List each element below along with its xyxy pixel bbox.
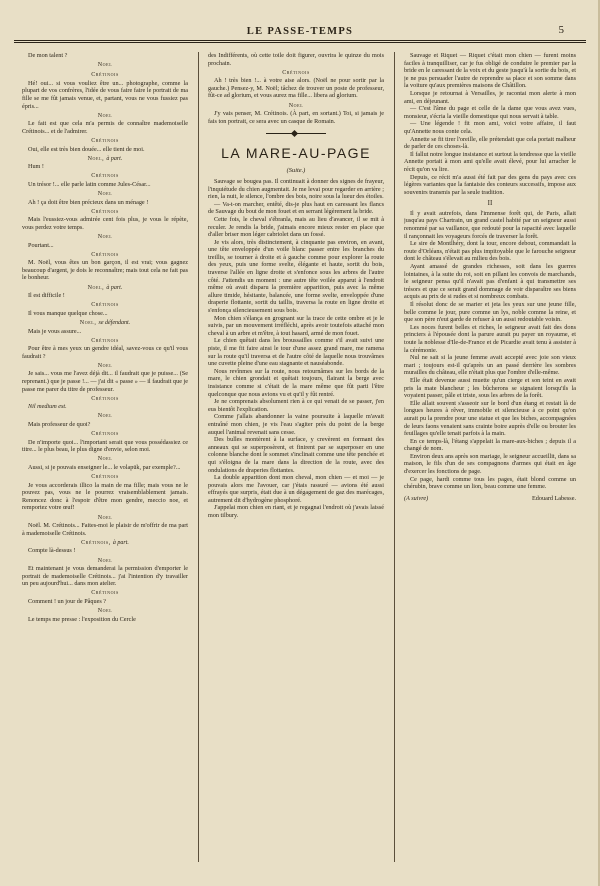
dialogue-line: Le fait est que cela m'a permis de connaître mademoiselle Crétinois... et de l'admirer. <box>22 120 188 135</box>
speaker-label: Noel <box>97 557 113 564</box>
speaker-name <box>208 70 384 78</box>
speaker-name <box>22 138 188 146</box>
speaker-label: Noel <box>97 413 113 420</box>
dialogue-line: De n'importe quoi... l'important serait que vous possédassiez ce titre... le plus beau, le plus digne d'envie, selon moi. <box>22 438 188 454</box>
to-be-continued: (A suivre) <box>404 494 429 502</box>
article-paragraph: — Va-t-on marcher, entêté, dis-je plus haut en caressant les flancs de Sauvage du bout de mon fouet et en serrant légèrement la bride. <box>208 200 384 216</box>
dialogue-line: J'y vais penser, M. Crétinois. (À part, en sortant.) Toi, si jamais je fais ton portrait, ce sera avec un casque de Romain. <box>208 110 384 125</box>
article-paragraph: Il résolut donc de se marier et jeta les yeux sur une jeune fille, belle comme le jour, pure comme un lys, noble comme la reine, et que son père n'eut garde de refuser à un aussi redoutable voisin. <box>404 301 576 324</box>
dialogue-line: Pour être à mes yeux un gendre idéal, savez-vous ce qu'il vous faudrait ? <box>22 345 188 360</box>
speaker-name <box>22 191 188 199</box>
section-separator <box>266 133 326 137</box>
speaker-label: Noel <box>97 62 113 69</box>
dialogue-line: des Indifférents, où cette toile doit figurer, ouvrira le quinze du mois prochain. <box>208 52 384 67</box>
speaker-name <box>22 173 188 181</box>
speaker-name <box>22 62 188 70</box>
dialogue-line: M. Noël, vous êtes un bon garçon, il est vrai; vous gagnez beaucoup d'argent, je dois le reconnaître; mais tout cela ne fait pas le bonheur. <box>22 259 188 282</box>
speaker-name <box>22 113 188 121</box>
dialogue-continuation <box>208 52 384 125</box>
speaker-label: Crétinois <box>81 539 109 546</box>
speaker-name <box>22 363 188 371</box>
dialogue-line: Ah ! ça doit être bien précieux dans un ménage ! <box>28 198 149 206</box>
article-paragraph: Cette fois, le cheval s'ébranla, mais au lieu d'avancer, il se mit à reculer. Je rendis la bride, j'aimais encore mieux rester en place que d'aller briser mon léger cabriolet dans un fossé. <box>208 215 384 239</box>
speaker-label: Crétinois <box>91 72 119 79</box>
column-1-dialogue <box>22 52 188 862</box>
dialogue-line: Mais je vous assure... <box>28 327 82 335</box>
article-paragraph: Je ne comprenais absolument rien à ce qui venait de se passer, j'en eus bientôt l'explication. <box>208 398 384 413</box>
dialogue-line: Ah ! très bien !... à votre aise alors. (Noël ne pour sortir par la gauche.) Pensez-y, M. Noël; tâchez de trouver un poste de professeur, fût-ce ad glorium, et vous aurez ma fille... libera ad glorium. <box>208 77 384 100</box>
speaker-name <box>22 252 188 260</box>
article-paragraph: Il fallut notre longue insistance et surtout la tendresse que la vieille Annette portait à mon ami qu'elle avait élevé, pour lui arracher le récit qu'on va lire. <box>404 150 576 173</box>
dialogue-line: Aussi, si je pouvais enseigner le... le volapük, par exemple?... <box>28 464 181 471</box>
speaker-name <box>22 302 188 310</box>
article-subtitle: (Suite.) <box>286 167 306 175</box>
article-paragraph: Les noces furent belles et riches, le seigneur avait fait des dons princiers à l'épousée dont la parure aurait pu payer un royaume, et toute la noblesse d'Ile-de-France et de Picardie avait tenu à assister à la cérémonie. <box>404 323 576 354</box>
article-paragraph: Le sire de Montlhéry, dont la tour, encore debout, commandait la route d'Orléans, n'était pas plus impitoyable que le farouche seigneur dont le château s'élevait au milieu des bois. <box>404 240 576 263</box>
speaker-label: Noel <box>288 102 304 109</box>
masthead <box>14 24 586 46</box>
dialogue-line: Oui, elle est très bien douée... elle tient de moi. <box>28 145 145 153</box>
dialogue-line: Nil medium est. <box>28 403 67 411</box>
dialogue-line: Mais l'eussiez-vous admirée cent fois plus, je vous le répète, vous perdez votre temps. <box>22 216 188 231</box>
column-2 <box>208 52 384 862</box>
speaker-label: Noel <box>97 362 113 369</box>
article-signature <box>404 495 576 503</box>
article-paragraph: Sauvage se bougea pas. Il continuait à donner des signes de frayeur, l'inquiétude du chien augmentait. Je me levai pour regarder en arrière ; rien, la nuit, le silence, l'ombre des bois, noire sous la lueur des étoiles. <box>208 177 384 201</box>
speaker-name <box>22 209 188 217</box>
speaker-name: Noel, à part. <box>87 155 123 162</box>
speaker-label: Crétinois <box>91 251 119 258</box>
speaker-name <box>22 474 188 482</box>
dialogue-line: Compte là-dessus ! <box>28 547 76 555</box>
speaker-label: Noel <box>97 608 113 615</box>
column-divider <box>198 52 199 862</box>
article-paragraph: Ayant amassé de grandes richesses, soit dans les guerres lointaines, à la suite du roi, soit en pillant les convois de marchands, le seigneur pensa qu'il n'avait pas d'enfant à qui transmettre ses trésors et que ce serait grand dommage de voir disparaître ses biens acquis au prix de si rudes et si nombreux combats. <box>404 263 576 301</box>
dialogue-line: Le temps me presse : l'exposition du Cercle <box>28 615 136 623</box>
dialogue-line: Je sais... vous me l'avez déjà dit... il faudrait que je puisse... (Se reprenant.) que je passe !... — j'ai dit « passe » — il faudrait que je passe me parer du titre de professeur. <box>22 370 188 393</box>
article-paragraph: Lorsque je retournai à Versailles, je racontai mon alerte à mon ami, en déjeunant. <box>404 89 576 105</box>
dialogue-line: De mon talent ? <box>28 52 68 59</box>
chapter-number: II <box>487 199 493 208</box>
speaker-label: Noel <box>97 456 113 463</box>
stage-direction: se défendant. <box>98 319 131 326</box>
dialogue-line: Un trésor !... elle parle latin comme Jules-César... <box>28 180 151 188</box>
article-paragraph: Elle était devenue aussi muette qu'un cierge et son teint en avait pris la mate blancheur ; les bûcherons se signaient lorsqu'ils la voyaient passer, pâle et triste, sous les arbres de la forêt. <box>404 376 576 400</box>
speaker-name <box>22 456 188 464</box>
speaker-name: Noel, à part. <box>87 284 123 291</box>
speaker-name <box>22 558 188 566</box>
article-paragraph: La double apparition dont mon cheval, mon chien — et moi — je pouvais alors me l'avouer, car j'étais rassuré — avions été aussi effrayés que surpris, était due à un dégagement de gaz des marécages, autrement dit d'hydrogène phosphoré. <box>208 474 384 504</box>
speaker-name <box>22 590 188 598</box>
article-paragraph: Comme j'allais abandonner la vaine poursuite à laquelle m'avait entraîné mon chien, je vis l'eau s'agiter près du point de la berge auquel l'animal revenait sans cesse. <box>208 413 384 436</box>
article-body-col3-part2 <box>404 210 576 491</box>
speaker-label: Noel <box>97 112 113 119</box>
article-paragraph: Il y avait autrefois, dans l'immense forêt qui, de Paris, allait jusqu'au pays Chartrain, un grand castel habité par un seigneur aussi renommé par sa vaillance, que redouté pour la rapacité avec laquelle il rançonnait les voyageurs forcés de traverser la forêt. <box>404 209 576 240</box>
dialogue-line: Il vous manque quelque chose... <box>28 309 108 317</box>
dialogue-line: Hé! oui... si vous vouliez être un... photographe, comme la plupart de vos confrères, l'idée de vous faire faire le portrait de ma fille se me fût jamais venue, et, partant, vous ne vous fussiez pas épris... <box>22 79 188 110</box>
stage-direction: à part. <box>106 284 123 291</box>
stage-direction: à part. <box>112 539 129 546</box>
dialogue-line: Noël. M. Crétinois... Faites-moi le plaisir de m'offrir de ma part à mademoiselle Crétinois. <box>22 522 188 537</box>
speaker-name <box>22 413 188 421</box>
speaker-label: Noel <box>79 319 95 326</box>
speaker-name <box>22 338 188 346</box>
article-paragraph: Le chien quêtait dans les broussailles comme s'il avait suivi une piste, il me fit faire ainsi le tour d'une assez grand mare, me ramena sur la route qu'il traversa et de l'autre côté de laquelle nous trouvâmes une cuvette pleine d'une eau stagnante et nauséabonde. <box>208 337 384 368</box>
speaker-label: Crétinois <box>91 590 119 597</box>
page-number: 5 <box>558 24 564 36</box>
article-paragraph: Elle allait souvent s'asseoir sur le bord d'un étang et restait là de longues heures à rêver, immobile et silencieuse à ce point qu'on aurait pu la prendre pour une statue et que les biches, accompagnées de leurs faons venaient sans crainte boire auprès d'elle ou brouter les feuillages qu'elle tenait parfois à la main. <box>404 399 576 438</box>
dialogue-line: Pourtant... <box>28 241 54 249</box>
speaker-label: Noel <box>97 514 113 521</box>
speaker-name <box>22 608 188 616</box>
article-paragraph: — C'est l'âme du page et celle de la dame que vous avez vues, monsieur, s'écria la vieille domestique qui nous servait à table. <box>404 105 576 120</box>
speaker-label: Crétinois <box>91 395 119 402</box>
speaker-label: Noel <box>87 155 103 162</box>
dialogue-line: Il est difficile ! <box>28 292 65 300</box>
dialogue-line: Et maintenant je vous demanderai la permission d'emporter le portrait de mademoiselle Crétinois... j'ai l'intention d'y travailler un peu aujourd'hui... dans mon atelier. <box>22 565 188 588</box>
article-paragraph: En ce temps-là, l'étang s'appelait la mare-aux-biches ; depuis il a changé de nom. <box>404 437 576 453</box>
article-body-col2 <box>208 178 384 520</box>
speaker-name: Noel, se défendant. <box>79 319 131 326</box>
dialogue-line: Mais professeur de quoi? <box>28 421 91 429</box>
speaker-name <box>22 431 188 439</box>
article-paragraph: Je vis alors, très distinctement, à cinquante pas environ, en avant, une tête enveloppée d'un voile blanc passer entre les branches du treillis, se tourner à droite et à gauche comme pour explorer la route des yeux, puis une forme svelte, élégante et haute, sortit du bois, traverse l'allée en ligne droite et s'enfonce sous les arbres de l'autre côté. J'attendis un moment : une autre tête voilée apparut à l'endroit même où avait disparu la première apparition, puis avec la même allure timide, hésitante, balancée, une forme svelte, enveloppée d'une draperie flottante, sortit du taillis, traversa la route en ligne droite et s'enfonça silencieusement sous bois. <box>208 238 384 315</box>
article-paragraph: Ce page, hardi comme tous les pages, était blond comme un chérubin, brave comme un lion, beau comme une femme. <box>404 475 576 491</box>
article-paragraph: — Une légende ! fit mon ami, voici votre affaire, il faut qu'Annette nous conte cela. <box>404 120 576 135</box>
speaker-name <box>22 234 188 242</box>
article-paragraph: Annette se fit tirer l'oreille, elle prétendait que cela portait malheur de parler de ces choses-là. <box>404 135 576 151</box>
speaker-name <box>22 72 188 80</box>
author-name: Edouard Labesse. <box>532 494 576 502</box>
speaker-label: Crétinois <box>282 69 310 76</box>
dialogue-line: Comment ! un jour de Pâques ? <box>28 598 107 605</box>
article-paragraph: Mon chien s'élança en grognant sur la trace de cette ombre et je le suivis, par un mouvement irréfléchi, après avoir toutefois attaché mon cheval à un arbre et m'être, à tout hasard, armé de mon fouet. <box>208 314 384 337</box>
article-paragraph: Environ deux ans après son mariage, le seigneur accueillit, dans sa maison, le fils d'un de ses compagnons d'armes qui était en âge d'exercer les fonctions de page. <box>404 452 576 476</box>
speaker-label: Crétinois <box>91 208 119 215</box>
article-title: LA MARE-AU-PAGE <box>221 145 371 162</box>
speaker-label: Crétinois <box>91 302 119 309</box>
dialogue-line: Hum ! <box>28 163 44 171</box>
article-paragraph: Nous revînmes sur la route, nous retournâmes sur les bords de la mare, le chien grondait et quêtait toujours, flairant la berge avec insistance comme si c'était de la mare même que fût parti l'être quelconque que nous avions vu et qu'il y fût rentré. <box>208 367 384 398</box>
speaker-label: Crétinois <box>91 173 119 180</box>
dialogue-line: Je vous accorderais illico la main de ma fille; mais vous ne le pouvez pas, vous ne le pourrez vraisemblablement jamais. Renoncez donc à l'espoir d'être mon gendre, meccio noe, et remportez votre œuf! <box>22 481 188 512</box>
speaker-name <box>22 515 188 523</box>
article-paragraph: Nul ne sait si la jeune femme avait accepté avec joie son vieux mari ; toujours est-il qu'après un an passé derrière les sombres murailles du château, elle n'était plus que l'ombre d'elle-même. <box>404 354 576 377</box>
speaker-label: Crétinois <box>91 337 119 344</box>
article-paragraph: Depuis, ce récit m'a aussi été fait par des gens du pays avec ces légères variantes que la fantaisie des conteurs successifs, impose aux souvenirs transmis par la seule tradition. <box>404 173 576 196</box>
column-3 <box>404 52 576 862</box>
speaker-label: Crétinois <box>91 137 119 144</box>
speaker-label: Crétinois <box>91 431 119 438</box>
article-paragraph: J'appelai mon chien en riant, et je regagnai l'endroit où j'avais laissé mon tilbury. <box>208 504 384 520</box>
speaker-label: Crétinois <box>91 474 119 481</box>
article-paragraph: Sauvage et Riquet — Riquet c'était mon chien — furent moins faciles à tranquilliser, car je fus obligé de conduire le premier par la bride en le caressant de la voix et du geste jusqu'à la sortie du bois, et je ne pus persuader l'autre de reprendre sa place et son somme dans la voiture qu'aux premières maisons de Châtillon. <box>404 52 576 90</box>
speaker-label: Noel <box>97 191 113 197</box>
speaker-name: Crétinois, à part. <box>81 539 129 546</box>
column-divider <box>394 52 395 862</box>
stage-direction: à part. <box>106 155 123 162</box>
publication-title: LE PASSE-TEMPS <box>246 26 354 37</box>
article-paragraph: Des bulles montèrent à la surface, y crevèrent en formant des anneaux qui se superposèrent, et finirent par se superposer en une colonne blanche dont le sommet s'inclinait comme une tête penchée et qui s'éloigna de la mare dans la direction de la route, avec des ondulations de draperies flottantes. <box>208 436 384 474</box>
speaker-name <box>22 396 188 404</box>
masthead-rule <box>14 40 586 43</box>
article-body-col3 <box>404 52 576 196</box>
speaker-label: Noel <box>97 233 113 240</box>
speaker-label: Noel <box>87 284 103 291</box>
